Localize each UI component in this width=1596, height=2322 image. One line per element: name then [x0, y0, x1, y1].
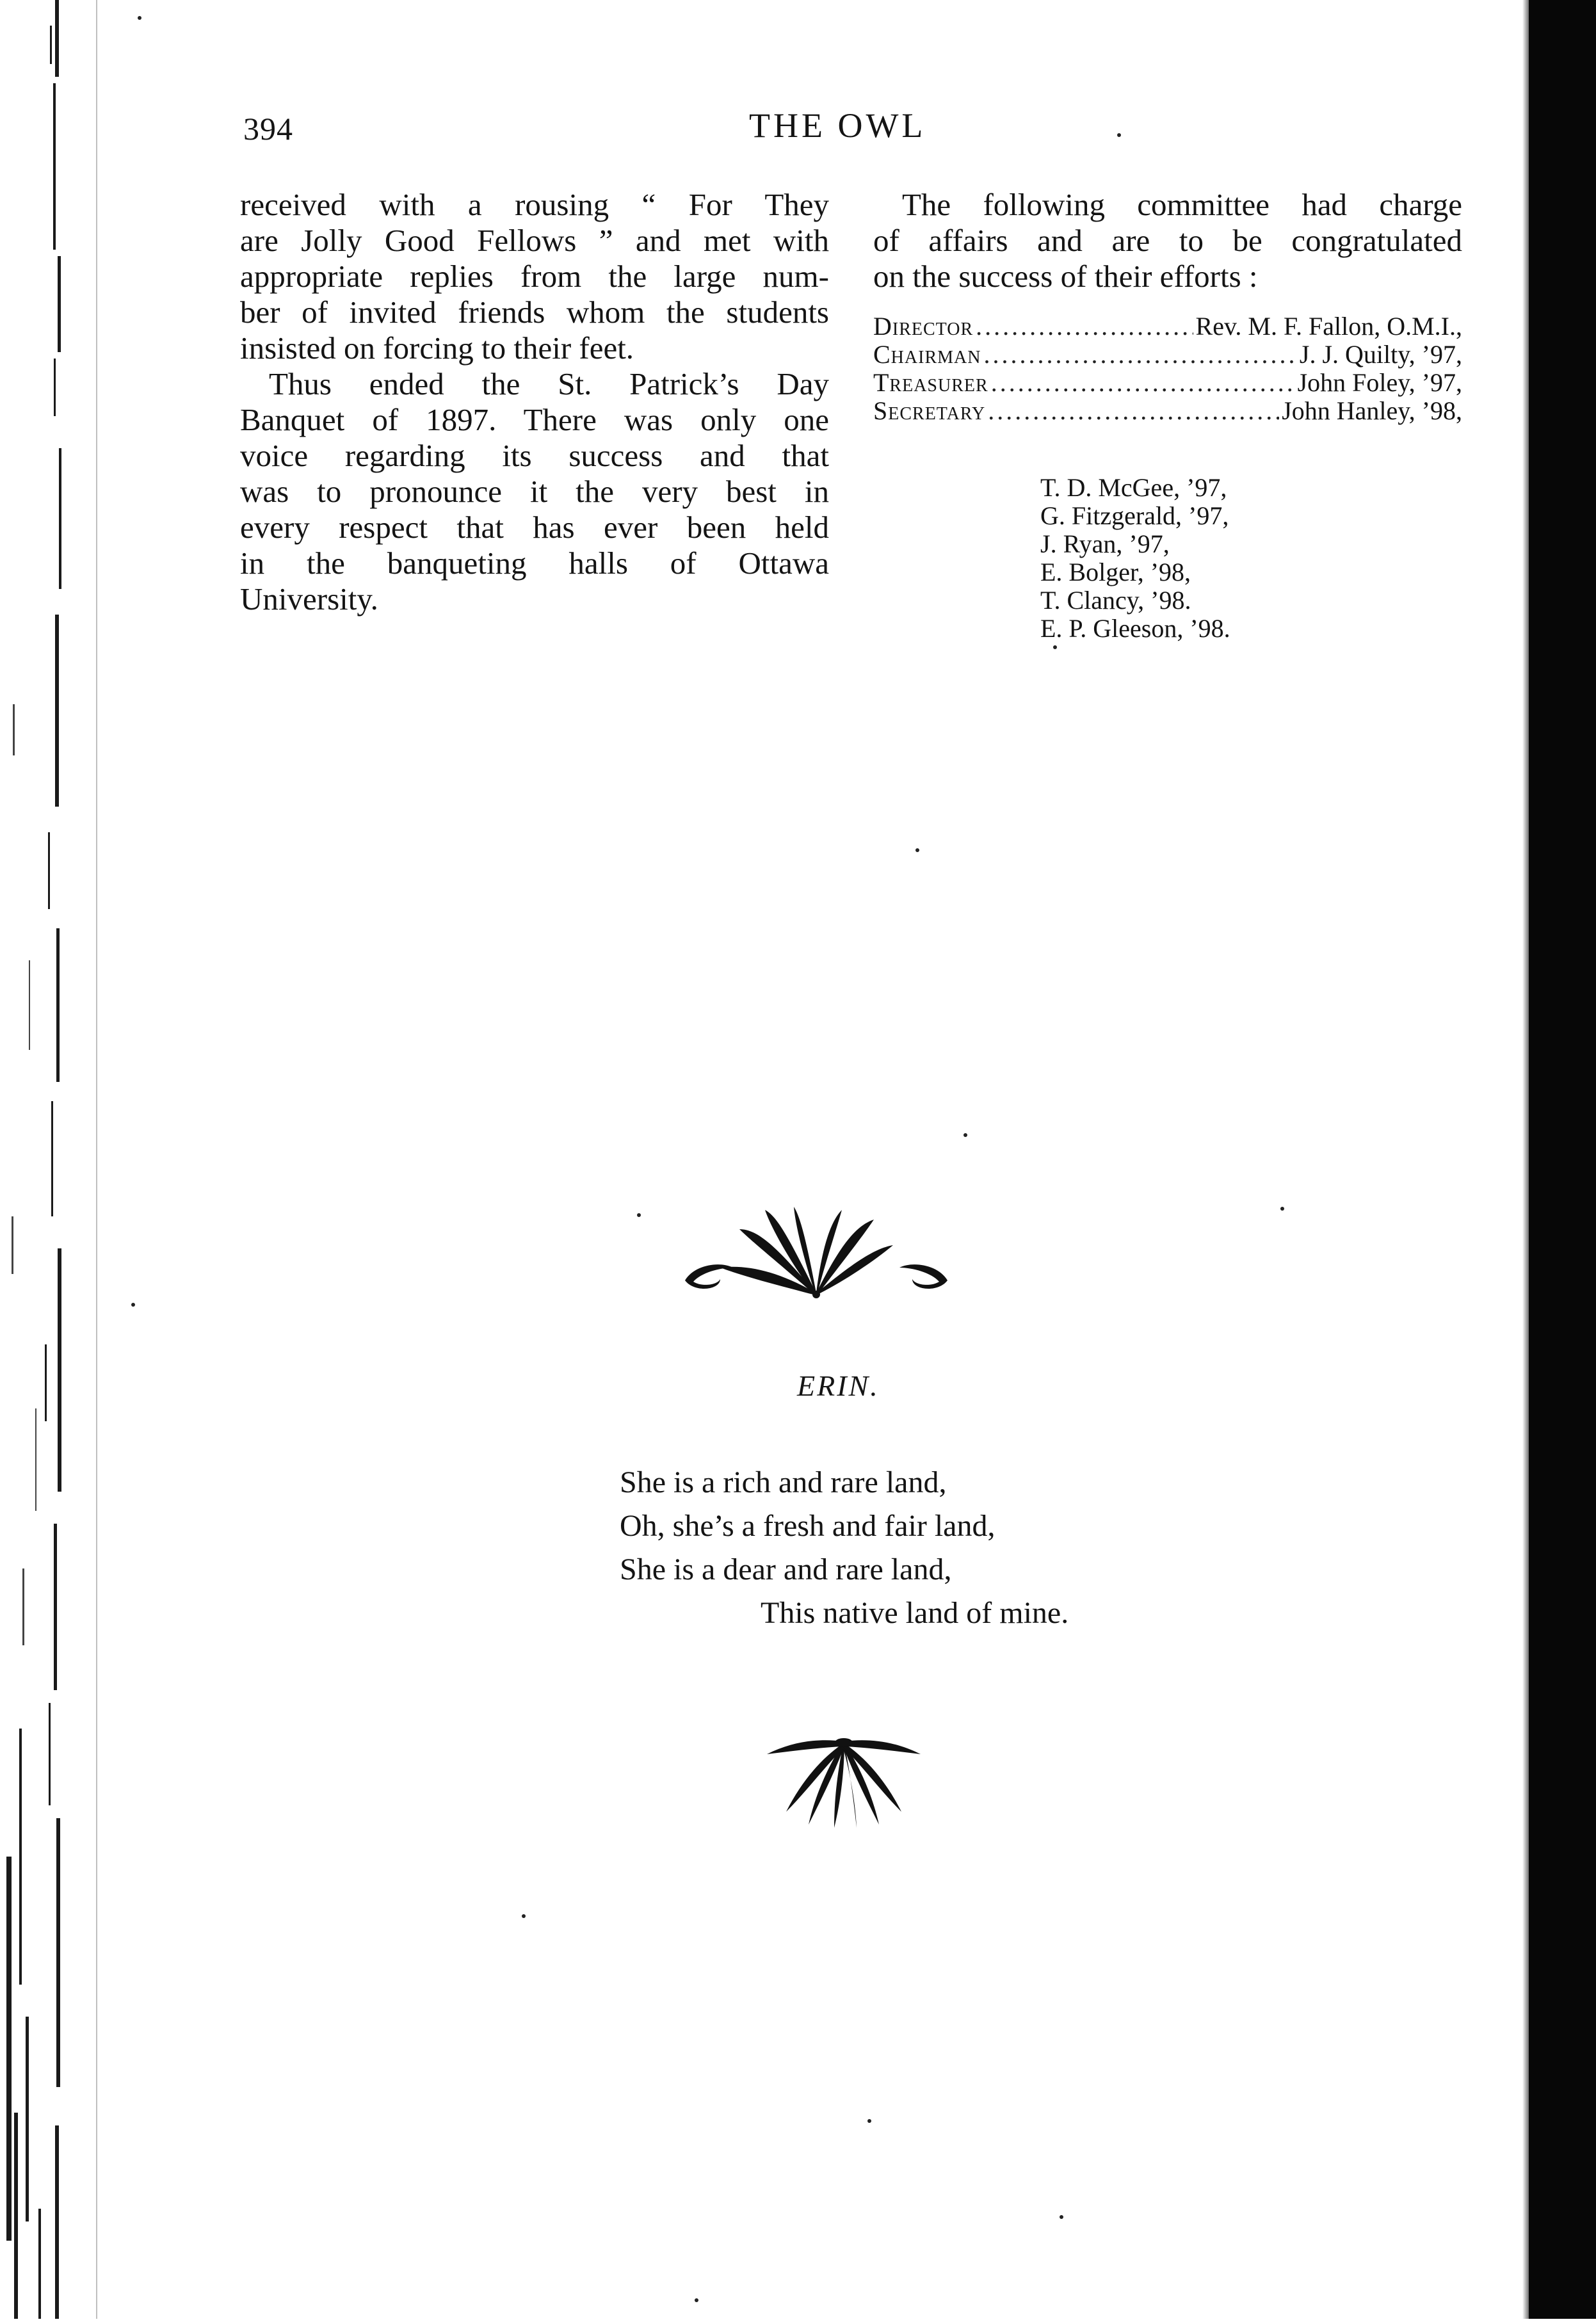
- text-line: insisted on forcing to their feet.: [240, 330, 634, 366]
- fan-ornament-icon: [754, 1729, 933, 1831]
- text-line: ber of invited friends whom the students: [240, 294, 829, 330]
- poem-line: Oh, she’s a fresh and fair land,: [620, 1509, 995, 1543]
- fan-scroll-ornament-icon: [682, 1204, 951, 1300]
- member-name: G. Fitzgerald, ’97,: [1040, 501, 1229, 530]
- scan-speck: [637, 1213, 641, 1217]
- poem-body: [620, 1461, 1068, 1635]
- officer-role: Chairman: [873, 340, 981, 369]
- member-name: J. Ryan, ’97,: [1040, 529, 1170, 558]
- text-line: Thus ended the St. Patrick’s Day: [269, 366, 829, 401]
- text-line: appropriate replies from the large num-: [240, 259, 829, 294]
- leader-dots: [983, 341, 1296, 369]
- text-line: was to pronounce it the very best in: [240, 474, 829, 509]
- scan-speck: [915, 848, 919, 852]
- scan-speck: [1280, 1207, 1284, 1211]
- text-line: every respect that has ever been held: [240, 510, 829, 545]
- officer-row: [873, 397, 1462, 425]
- binding-edge-shadow: [1522, 0, 1529, 2319]
- text-line: University.: [240, 581, 378, 617]
- poem-line: She is a dear and rare land,: [620, 1552, 952, 1586]
- scan-speck: [1060, 2215, 1063, 2219]
- poem-line: This native land of mine.: [761, 1596, 1069, 1630]
- left-column: [240, 187, 829, 617]
- scan-speck: [695, 2298, 698, 2302]
- officer-row: [873, 341, 1462, 369]
- page-number: 394: [243, 111, 293, 147]
- poem-line: She is a rich and rare land,: [620, 1465, 947, 1499]
- officer-name: Rev. M. F. Fallon, O.M.I.,: [1195, 312, 1462, 341]
- member-name: E. P. Gleeson, ’98.: [1040, 614, 1230, 643]
- scan-speck: [522, 1914, 526, 1918]
- margin-shadow-line: [96, 0, 97, 2319]
- text-line: of affairs and are to be congratulated: [873, 223, 1462, 258]
- running-title: THE OWL: [749, 106, 926, 145]
- scan-speck: [138, 16, 141, 20]
- scan-speck: [131, 1303, 135, 1307]
- scan-speck: [867, 2119, 871, 2123]
- scan-speck: [1117, 133, 1121, 137]
- right-column: [873, 187, 1462, 294]
- officer-role: Treasurer: [873, 368, 988, 397]
- text-line: on the success of their efforts :: [873, 259, 1258, 294]
- member-name: T. D. McGee, ’97,: [1040, 473, 1227, 502]
- text-line: in the banqueting halls of Ottawa: [240, 545, 829, 581]
- officer-role: Secretary: [873, 396, 986, 425]
- officer-role: Director: [873, 312, 974, 341]
- text-line: are Jolly Good Fellows ” and met with: [240, 223, 829, 258]
- officer-name: John Foley, ’97,: [1297, 368, 1462, 397]
- binding-edge-right: [1529, 0, 1596, 2319]
- officer-row: [873, 312, 1462, 341]
- scan-speck: [1053, 645, 1057, 649]
- member-name: E. Bolger, ’98,: [1040, 558, 1191, 586]
- committee-officers: [873, 312, 1462, 425]
- text-line: received with a rousing “ For They: [240, 187, 829, 222]
- officer-row: [873, 369, 1462, 397]
- leader-dots: [991, 369, 1295, 397]
- officer-name: John Hanley, ’98,: [1282, 396, 1462, 425]
- poem-title: ERIN.: [797, 1369, 880, 1402]
- officer-name: J. J. Quilty, ’97,: [1299, 340, 1462, 369]
- binding-edge-left: [0, 0, 70, 2319]
- leader-dots: [976, 312, 1193, 341]
- text-line: The following committee had charge: [902, 187, 1462, 222]
- text-line: Banquet of 1897. There was only one: [240, 402, 829, 437]
- leader-dots: [988, 397, 1279, 425]
- member-name: T. Clancy, ’98.: [1040, 586, 1191, 615]
- scan-speck: [963, 1133, 967, 1137]
- text-line: voice regarding its success and that: [240, 438, 829, 473]
- committee-members: [1040, 474, 1230, 643]
